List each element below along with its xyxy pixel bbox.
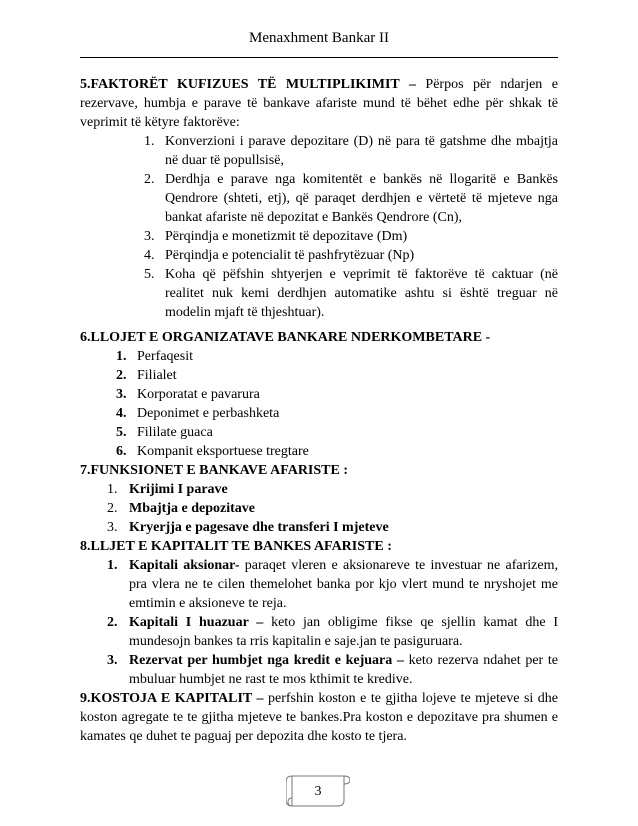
list-item: 2. Mbajtja e depozitave [107, 501, 255, 516]
section-5-list [80, 132, 558, 322]
section-9-heading: 9.KOSTOJA E KAPITALIT – [80, 691, 264, 706]
section-8-list [80, 556, 558, 689]
list-item: 3. Kryerjja e pagesave dhe transferi I mjeteve [107, 520, 389, 535]
list-item: 4. Deponimet e perbashketa [116, 406, 280, 421]
list-item: 1. Krijimi I parave [107, 482, 228, 497]
section-8-heading: 8.LLJET E KAPITALIT TE BANKES AFARISTE : [80, 539, 392, 554]
header-rule [80, 57, 558, 58]
section-6-list [80, 347, 558, 461]
section-7-list [80, 480, 558, 537]
list-item: 1. Konverzioni i parave depozitare (D) në para të gatshme dhe mbajtja në duar të popullsisë, [144, 134, 558, 168]
page-header: Menaxhment Bankar II [249, 30, 389, 46]
section-5-intro: Përpos për ndarjen e rezervave, humbja e parave të bankave afariste mund të bëhet edhe për shkak të veprimit të këtyre faktorëve: [80, 77, 558, 130]
term: Kapitali aksionar- [129, 558, 240, 573]
section-6-heading: 6.LLOJET E ORGANIZATAVE BANKARE NDERKOMBETARE - [80, 330, 491, 345]
term: Kapitali I huazuar – [129, 615, 264, 630]
term: Rezervat per humbjet nga kredit e kejuara – [129, 653, 404, 668]
section-5-paragraph [80, 75, 558, 132]
list-item: 3. Përqindja e monetizmit të depozitave (Dm) [144, 229, 408, 244]
list-item: 1. Perfaqesit [116, 349, 193, 364]
section-9-paragraph [80, 689, 558, 746]
list-item: 5. Fililate guaca [116, 425, 213, 440]
list-item: 2. Filialet [116, 368, 177, 383]
section-5-heading: 5.FAKTORËT KUFIZUES TË MULTIPLIKIMIT – [80, 77, 416, 92]
section-9-text: perfshin koston e te gjitha lojeve te mjeteve si dhe koston agregate te te gjitha mjeteve te bankes.Pra koston e depozitave pra shumen e kamates qe duhet te paguaj per depozita dhe kosto te tjera. [80, 691, 558, 744]
list-item: 3. Korporatat e pavarura [116, 387, 260, 402]
list-item: 1. Kapitali aksionar- paraqet vleren e aksionareve te investuar ne afarizem, pra vlera ne te cilen themelohet banka por kjo vlert mund te nryshojet me emtimin e aksioneve te reja. [107, 558, 558, 611]
document-body [80, 75, 558, 746]
list-item: 5. Koha që pëfshin shtyerjen e veprimit të faktorëve të caktuar (në realitet nuk kemi derdhjen automatike ashtu si është treguar në modelin mjaft të thjeshtuar). [144, 267, 558, 320]
list-item: 3. Rezervat per humbjet nga kredit e kejuara – keto rezerva ndahet per te mbuluar humbjet ne rast te mos kthimit te kredive. [107, 653, 558, 687]
list-item: 4. Përqindja e potencialit të pashfrytëzuar (Np) [144, 248, 415, 263]
list-item: 2. Derdhja e parave nga komitentët e bankës në llogaritë e Bankës Qendrore (shteti, etj), që paraqet derdhjen e vërtetë të mjeteve nga bankat afariste në depozitat e Bankës Qendrore (Cn), [144, 172, 558, 225]
section-7-heading: 7.FUNKSIONET E BANKAVE AFARISTE : [80, 463, 349, 478]
list-item: 6. Kompanit eksportuese tregtare [116, 444, 309, 459]
page-number: 3 [314, 784, 322, 799]
list-item: 2. Kapitali I huazuar – keto jan obligime fikse qe sjellin kamat dhe I mundesojn bankes ta rris kapitalin e saje.jan te pasiguruara. [107, 615, 558, 649]
